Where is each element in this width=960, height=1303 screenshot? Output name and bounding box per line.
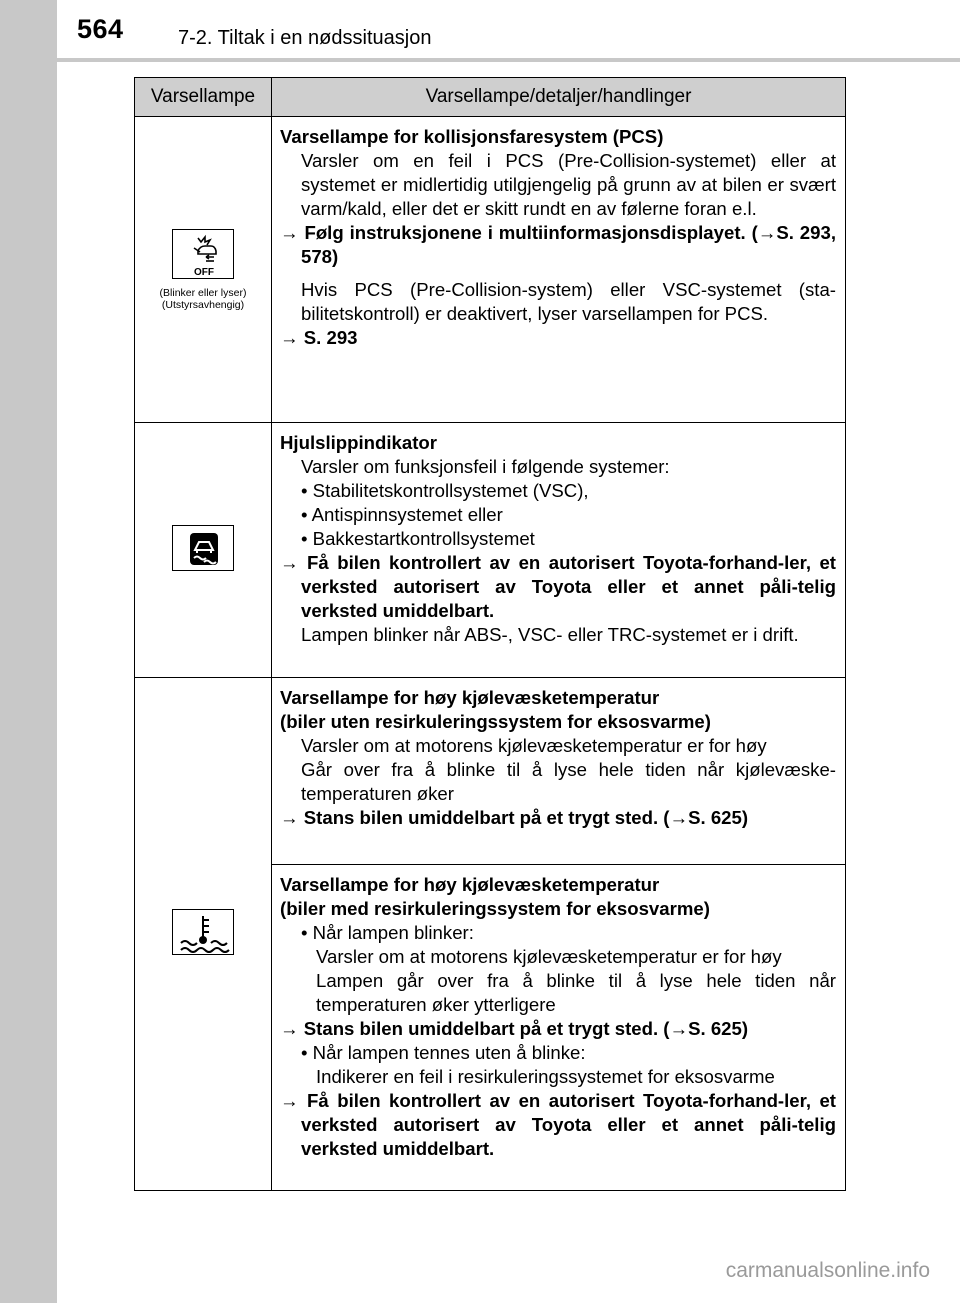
- col-header-lamp: Varsellampe: [135, 78, 272, 117]
- slip-bullet-3: • Bakkestartkontrollsystemet: [301, 528, 535, 549]
- warning-lamp-table: [134, 77, 846, 1191]
- pcs-off-icon: [172, 229, 234, 279]
- pcs-ref: → S. 293: [280, 327, 358, 348]
- details-cell-slip: [272, 423, 846, 678]
- slip-text: Lampen blinker når ABS-, VSC- eller TRC-systemet er i drift.: [301, 624, 799, 645]
- table-row-slip: [135, 423, 846, 678]
- coolant1-line-2: Går over fra å blinke til å lyse hele tiden når kjølevæske-temperaturen øker: [301, 759, 836, 804]
- table-header-row: [135, 78, 846, 117]
- coolant1-title-1: Varsellampe for høy kjølevæsketemperatur: [280, 687, 660, 708]
- pcs-action: → Følg instruksjonene i multiinformasjonsdisplayet. (→S. 293, 578): [280, 222, 836, 267]
- header-rule: [57, 58, 960, 62]
- slip-title: Hjulslippindikator: [280, 432, 438, 453]
- table-row-coolant-1: [135, 678, 846, 865]
- pcs-text: Varsler om en feil i PCS (Pre-Collision-systemet) eller at systemet er midlertidig utilgjengelig på grunn av at bilen er svært varm/kald, eller det er skitt rundt en av følerne foran e.l.: [301, 150, 836, 219]
- coolant2-sub-1b: Lampen går over fra å blinke til å lyse hele tiden når temperaturen øker ytterligere: [316, 970, 836, 1015]
- coolant1-title-2: (biler uten resirkuleringssystem for eksosvarme): [280, 711, 711, 732]
- coolant2-action-2: → Få bilen kontrollert av en autorisert Toyota-forhand-ler, et verksted autorisert av Toyota eller et annet påli-telig verksted umiddelbart.: [280, 1090, 836, 1159]
- pcs-note-2: (Utstyrsavhengig): [161, 298, 245, 311]
- coolant2-title-1: Varsellampe for høy kjølevæsketemperatur: [280, 874, 660, 895]
- watermark: carmanualsonline.info: [725, 1259, 930, 1282]
- pcs-note-1: (Blinker eller lyser): [159, 286, 247, 299]
- coolant2-action-1: → Stans bilen umiddelbart på et trygt sted. (→S. 625): [280, 1018, 749, 1039]
- lamp-cell-slip: [135, 423, 272, 678]
- slip-indicator-icon: [172, 525, 234, 571]
- details-cell-coolant-1: [272, 678, 846, 865]
- coolant1-line-1: Varsler om at motorens kjølevæsketemperatur er for høy: [301, 735, 767, 756]
- slip-bullet-2: • Antispinnsystemet eller: [301, 504, 503, 525]
- section-title: 7-2. Tiltak i en nødssituasjon: [178, 27, 432, 49]
- coolant2-bullet-2: • Når lampen tennes uten å blinke:: [301, 1042, 586, 1063]
- coolant1-action: → Stans bilen umiddelbart på et trygt sted. (→S. 625): [280, 807, 749, 828]
- col-header-details: Varsellampe/detaljer/handlinger: [272, 78, 846, 117]
- details-cell-coolant-2: [272, 865, 846, 1191]
- pcs-title: Varsellampe for kollisjonsfaresystem (PCS): [280, 126, 664, 147]
- slip-bullet-1: • Stabilitetskontrollsystemet (VSC),: [301, 480, 589, 501]
- slip-action: → Få bilen kontrollert av en autorisert Toyota-forhand-ler, et verksted autorisert av Toyota eller et annet påli-telig verksted umiddelbart.: [280, 552, 836, 621]
- coolant2-sub-2: Indikerer en feil i resirkuleringssystemet for eksosvarme: [316, 1066, 775, 1087]
- table-row-pcs: [135, 117, 846, 423]
- page-number: 564: [77, 14, 124, 44]
- coolant2-sub-1a: Varsler om at motorens kjølevæsketemperatur er for høy: [316, 946, 782, 967]
- lamp-cell-coolant: [135, 678, 272, 1191]
- coolant-temperature-icon: [172, 909, 234, 955]
- coolant2-title-2: (biler med resirkuleringssystem for eksosvarme): [280, 898, 710, 919]
- pcs-text-2: Hvis PCS (Pre-Collision-system) eller VSC-systemet (sta-bilitetskontroll) er deaktivert, lyser varsellampen for PCS.: [301, 279, 836, 324]
- lamp-cell-pcs: [135, 117, 272, 423]
- slip-intro: Varsler om funksjonsfeil i følgende systemer:: [301, 456, 670, 477]
- details-cell-pcs: [272, 117, 846, 423]
- page-side-band: [0, 0, 57, 1303]
- pcs-icon-label: OFF: [194, 266, 214, 278]
- coolant2-bullet-1: • Når lampen blinker:: [301, 922, 474, 943]
